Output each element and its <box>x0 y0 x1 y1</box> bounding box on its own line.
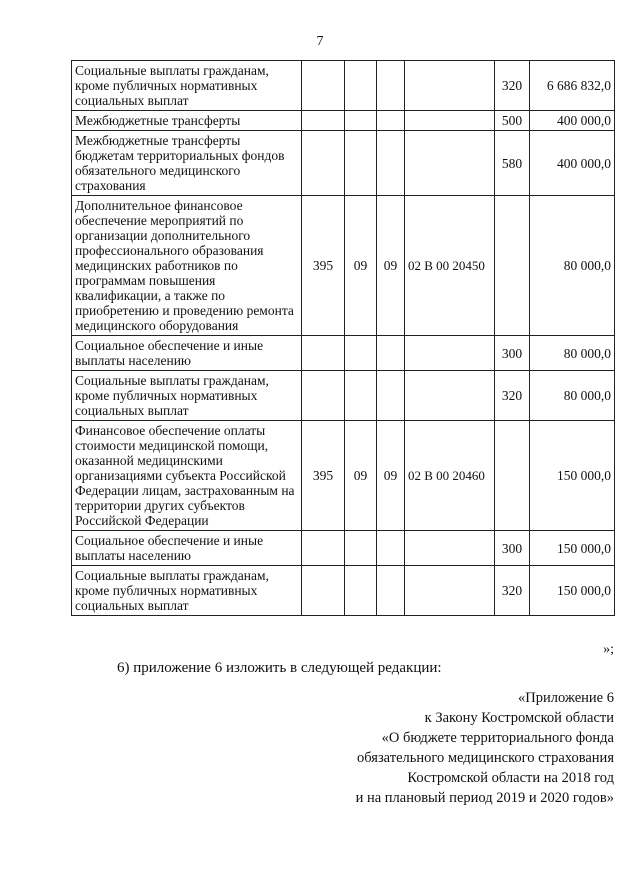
table-row <box>72 421 615 531</box>
amount-cell: 150 000,0 <box>530 421 615 531</box>
section-code-cell <box>345 531 377 566</box>
ministry-code-cell <box>302 531 345 566</box>
target-article-code-cell <box>405 566 495 616</box>
table-row <box>72 371 615 421</box>
table-row <box>72 131 615 196</box>
table-row <box>72 111 615 131</box>
table-row <box>72 61 615 111</box>
ministry-code-cell <box>302 61 345 111</box>
expense-type-code-cell: 300 <box>495 531 530 566</box>
subsection-code-cell <box>377 336 405 371</box>
amount-cell: 400 000,0 <box>530 131 615 196</box>
budget-table <box>71 60 615 616</box>
expense-type-code-cell: 580 <box>495 131 530 196</box>
subsection-code-cell <box>377 131 405 196</box>
appendix-line: «О бюджете территориального фонда <box>381 730 614 746</box>
expense-type-code-cell: 300 <box>495 336 530 371</box>
appendix-header <box>356 688 614 808</box>
ministry-code-cell <box>302 566 345 616</box>
target-article-code-cell: 02 В 00 20450 <box>405 196 495 336</box>
expense-type-code-cell <box>495 196 530 336</box>
appendix-line: Костромской области на 2018 год <box>407 770 614 786</box>
row-name-cell: Социальные выплаты гражданам, кроме публичных нормативных социальных выплат <box>72 371 302 421</box>
row-name-cell: Социальные выплаты гражданам, кроме публичных нормативных социальных выплат <box>72 61 302 111</box>
appendix-line: к Закону Костромской области <box>424 710 614 726</box>
amount-cell: 80 000,0 <box>530 196 615 336</box>
subsection-code-cell <box>377 61 405 111</box>
row-name-cell: Финансовое обеспечение оплаты стоимости медицинской помощи, оказанной медицинскими организациями субъекта Российской Федерации лицам, застрахованным на территории других субъектов Российской Федерации <box>72 421 302 531</box>
target-article-code-cell <box>405 336 495 371</box>
subsection-code-cell <box>377 531 405 566</box>
subsection-code-cell: 09 <box>377 196 405 336</box>
section-code-cell <box>345 371 377 421</box>
expense-type-code-cell: 500 <box>495 111 530 131</box>
subsection-code-cell <box>377 566 405 616</box>
table-row <box>72 531 615 566</box>
page-number: 7 <box>316 34 324 49</box>
table-row <box>72 196 615 336</box>
amount-cell: 150 000,0 <box>530 566 615 616</box>
section-code-cell: 09 <box>345 196 377 336</box>
expense-type-code-cell <box>495 421 530 531</box>
amount-cell: 80 000,0 <box>530 371 615 421</box>
section-code-cell <box>345 131 377 196</box>
section-code-cell <box>345 566 377 616</box>
target-article-code-cell <box>405 371 495 421</box>
target-article-code-cell <box>405 61 495 111</box>
ministry-code-cell: 395 <box>302 421 345 531</box>
subsection-code-cell <box>377 111 405 131</box>
section-code-cell <box>345 336 377 371</box>
closing-quote: »; <box>603 642 614 657</box>
row-name-cell: Дополнительное финансовое обеспечение мероприятий по организации дополнительного профессионального образования медицинских работников по программам повышения квалификации, а также по приобретению и проведению ремонта медицинского оборудования <box>72 196 302 336</box>
target-article-code-cell: 02 В 00 20460 <box>405 421 495 531</box>
row-name-cell: Социальные выплаты гражданам, кроме публичных нормативных социальных выплат <box>72 566 302 616</box>
amount-cell: 400 000,0 <box>530 111 615 131</box>
target-article-code-cell <box>405 131 495 196</box>
amendment-instruction: 6) приложение 6 изложить в следующей редакции: <box>117 660 442 676</box>
section-code-cell: 09 <box>345 421 377 531</box>
table-row <box>72 336 615 371</box>
ministry-code-cell <box>302 336 345 371</box>
ministry-code-cell: 395 <box>302 196 345 336</box>
ministry-code-cell <box>302 371 345 421</box>
expense-type-code-cell: 320 <box>495 61 530 111</box>
section-code-cell <box>345 61 377 111</box>
expense-type-code-cell: 320 <box>495 371 530 421</box>
row-name-cell: Социальное обеспечение и иные выплаты населению <box>72 336 302 371</box>
target-article-code-cell <box>405 531 495 566</box>
appendix-line: и на плановый период 2019 и 2020 годов» <box>355 790 614 806</box>
appendix-line: «Приложение 6 <box>518 690 614 706</box>
row-name-cell: Социальное обеспечение и иные выплаты населению <box>72 531 302 566</box>
subsection-code-cell: 09 <box>377 421 405 531</box>
appendix-line: обязательного медицинского страхования <box>357 750 614 766</box>
row-name-cell: Межбюджетные трансферты <box>72 111 302 131</box>
amount-cell: 80 000,0 <box>530 336 615 371</box>
ministry-code-cell <box>302 111 345 131</box>
amount-cell: 150 000,0 <box>530 531 615 566</box>
ministry-code-cell <box>302 131 345 196</box>
table-row <box>72 566 615 616</box>
amount-cell: 6 686 832,0 <box>530 61 615 111</box>
target-article-code-cell <box>405 111 495 131</box>
expense-type-code-cell: 320 <box>495 566 530 616</box>
section-code-cell <box>345 111 377 131</box>
subsection-code-cell <box>377 371 405 421</box>
row-name-cell: Межбюджетные трансферты бюджетам территориальных фондов обязательного медицинского страхования <box>72 131 302 196</box>
